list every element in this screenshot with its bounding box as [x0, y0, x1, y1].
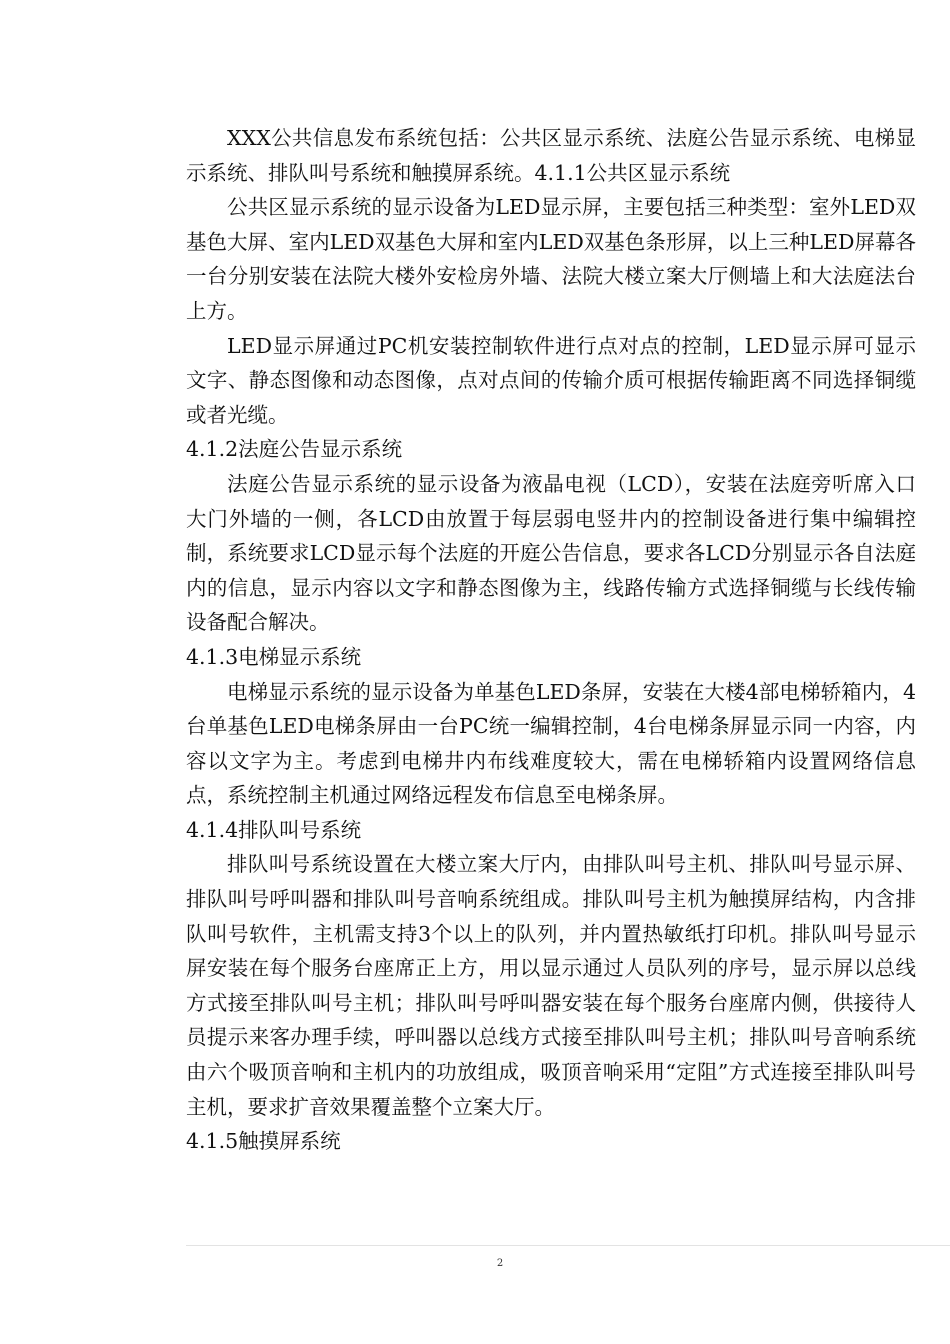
- paragraph-intro: XXX公共信息发布系统包括：公共区显示系统、法庭公告显示系统、电梯显示系统、排队叫号系统和触摸屏系统。4.1.1公共区显示系统: [186, 126, 916, 185]
- paragraph-elevator-display: 电梯显示系统的显示设备为单基色LED条屏，安装在大楼4部电梯轿箱内，4台单基色LED电梯条屏由一台PC统一编辑控制，4台电梯条屏显示同一内容，内容以文字为主。考虑到电梯井内布线难度较大，需在电梯轿箱内设置网络信息点，系统控制主机通过网络远程发布信息至电梯条屏。: [186, 679, 916, 808]
- section-heading-4-1-2: 4.1.2法庭公告显示系统: [186, 437, 403, 462]
- paragraph-public-area-display: 公共区显示系统的显示设备为LED显示屏，主要包括三种类型：室外LED双基色大屏、室内LED双基色大屏和室内LED双基色条形屏，以上三种LED屏幕各一台分别安装在法院大楼外安检房外墙、法院大楼立案大厅侧墙上和大法庭法台上方。: [186, 195, 916, 323]
- footer-divider: [186, 1245, 950, 1246]
- paragraph-led-control: LED显示屏通过PC机安装控制软件进行点对点的控制，LED显示屏可显示文字、静态图像和动态图像，点对点间的传输介质可根据传输距离不同选择铜缆或者光缆。: [186, 333, 916, 427]
- page-number: 2: [496, 1258, 504, 1269]
- section-heading-4-1-5: 4.1.5触摸屏系统: [186, 1129, 341, 1154]
- paragraph-court-notice-display: 法庭公告显示系统的显示设备为液晶电视（LCD），安装在法庭旁听席入口大门外墙的一侧，各LCD由放置于每层弱电竖井内的控制设备进行集中编辑控制，系统要求LCD显示每个法庭的开庭公告信息，要求各LCD分别显示各自法庭内的信息，显示内容以文字和静态图像为主，线路传输方式选择铜缆与长线传输设备配合解决。: [186, 471, 916, 635]
- section-heading-4-1-3: 4.1.3电梯显示系统: [186, 644, 362, 669]
- section-heading-4-1-4: 4.1.4排队叫号系统: [186, 817, 362, 842]
- paragraph-queue-system: 排队叫号系统设置在大楼立案大厅内，由排队叫号主机、排队叫号显示屏、排队叫号呼叫器和排队叫号音响系统组成。排队叫号主机为触摸屏结构，内含排队叫号软件，主机需支持3个以上的队列，并内置热敏纸打印机。排队叫号显示屏安装在每个服务台座席正上方，用以显示通过人员队列的序号，显示屏以总线方式接至排队叫号主机；排队叫号呼叫器安装在每个服务台座席内侧，供接待人员提示来客办理手续，呼叫器以总线方式接至排队叫号主机；排队叫号音响系统由六个吸顶音响和主机内的功放组成，吸顶音响采用“定阻”方式连接至排队叫号主机，要求扩音效果覆盖整个立案大厅。: [186, 852, 916, 1119]
- document-body: [186, 121, 916, 1159]
